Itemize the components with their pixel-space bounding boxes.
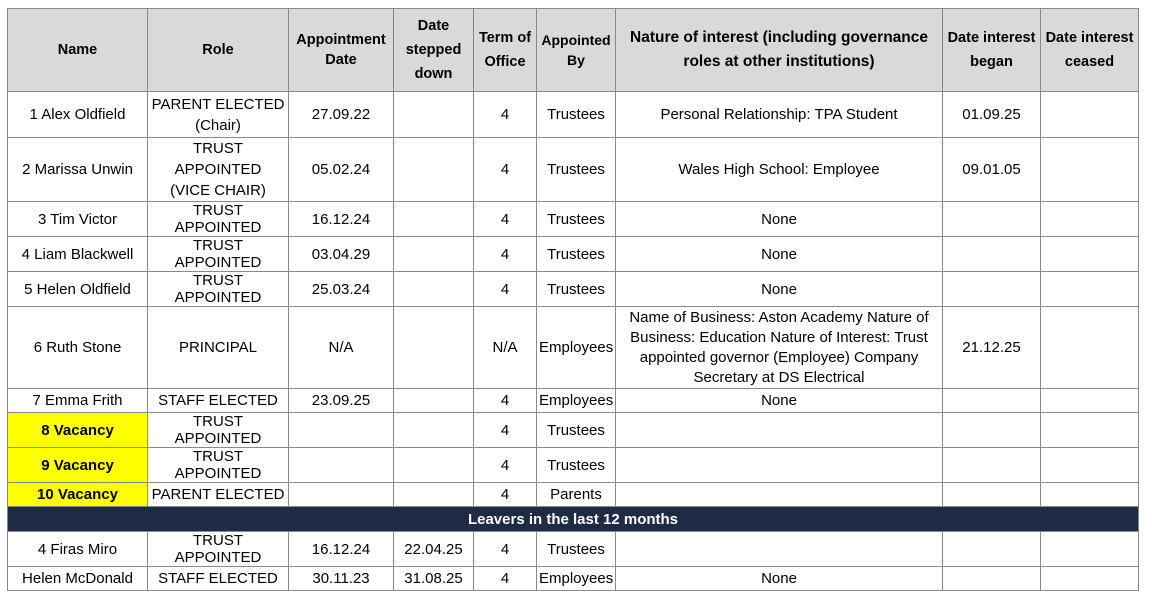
date-interest-ceased bbox=[1041, 389, 1139, 413]
appointment-date: 23.09.25 bbox=[289, 389, 394, 413]
date-interest-began bbox=[943, 202, 1041, 237]
table-row bbox=[8, 237, 1139, 272]
date-interest-began bbox=[943, 389, 1041, 413]
table-row bbox=[8, 92, 1139, 138]
col-nature-of-interest: Nature of interest (including governance roles at other institutions) bbox=[616, 9, 943, 92]
nature-of-interest: Name of Business: Aston Academy Nature of Business: Education Nature of Interest: Trust appointed governor (Employee) Company Secretary at DS Electrical bbox=[616, 307, 943, 389]
appointed-by: Trustees bbox=[537, 202, 616, 237]
date-interest-ceased bbox=[1041, 202, 1139, 237]
appointment-date: 30.11.23 bbox=[289, 567, 394, 591]
date-stepped-down bbox=[394, 483, 474, 507]
appointment-date bbox=[289, 448, 394, 483]
appointed-by: Employees bbox=[537, 567, 616, 591]
member-name: Helen McDonald bbox=[8, 567, 148, 591]
governance-register-table bbox=[7, 8, 1139, 591]
appointed-by: Trustees bbox=[537, 92, 616, 138]
term-of-office: N/A bbox=[474, 307, 537, 389]
header-row bbox=[8, 9, 1139, 92]
nature-of-interest: None bbox=[616, 202, 943, 237]
date-interest-began: 21.12.25 bbox=[943, 307, 1041, 389]
term-of-office: 4 bbox=[474, 532, 537, 567]
appointment-date: 05.02.24 bbox=[289, 138, 394, 202]
member-name: 5 Helen Oldfield bbox=[8, 272, 148, 307]
appointed-by: Trustees bbox=[537, 138, 616, 202]
date-stepped-down bbox=[394, 237, 474, 272]
appointed-by: Trustees bbox=[537, 272, 616, 307]
term-of-office: 4 bbox=[474, 483, 537, 507]
member-role: TRUST APPOINTED bbox=[148, 413, 289, 448]
nature-of-interest: Personal Relationship: TPA Student bbox=[616, 92, 943, 138]
member-name: 7 Emma Frith bbox=[8, 389, 148, 413]
col-appointed-by: Appointed By bbox=[537, 9, 616, 92]
term-of-office: 4 bbox=[474, 389, 537, 413]
date-interest-ceased bbox=[1041, 307, 1139, 389]
vacancy-name: 8 Vacancy bbox=[8, 413, 148, 448]
table-row bbox=[8, 567, 1139, 591]
member-role: STAFF ELECTED bbox=[148, 567, 289, 591]
member-name: 4 Firas Miro bbox=[8, 532, 148, 567]
col-date-interest-ceased: Date interest ceased bbox=[1041, 9, 1139, 92]
date-interest-began: 01.09.25 bbox=[943, 92, 1041, 138]
term-of-office: 4 bbox=[474, 272, 537, 307]
appointment-date bbox=[289, 413, 394, 448]
nature-of-interest: None bbox=[616, 272, 943, 307]
col-term-of-office: Term of Office bbox=[474, 9, 537, 92]
date-interest-began bbox=[943, 532, 1041, 567]
table-row bbox=[8, 389, 1139, 413]
term-of-office: 4 bbox=[474, 448, 537, 483]
role-line: (Chair) bbox=[195, 116, 241, 134]
date-interest-ceased bbox=[1041, 138, 1139, 202]
nature-of-interest bbox=[616, 448, 943, 483]
date-interest-ceased bbox=[1041, 483, 1139, 507]
member-role: TRUST APPOINTED bbox=[148, 532, 289, 567]
date-interest-began bbox=[943, 567, 1041, 591]
table-row bbox=[8, 307, 1139, 389]
date-stepped-down bbox=[394, 138, 474, 202]
term-of-office: 4 bbox=[474, 92, 537, 138]
date-interest-ceased bbox=[1041, 92, 1139, 138]
date-interest-ceased bbox=[1041, 237, 1139, 272]
date-stepped-down bbox=[394, 202, 474, 237]
term-of-office: 4 bbox=[474, 413, 537, 448]
nature-of-interest bbox=[616, 413, 943, 448]
member-name: 1 Alex Oldfield bbox=[8, 92, 148, 138]
date-stepped-down: 31.08.25 bbox=[394, 567, 474, 591]
date-interest-began bbox=[943, 237, 1041, 272]
appointed-by: Parents bbox=[537, 483, 616, 507]
member-name: 3 Tim Victor bbox=[8, 202, 148, 237]
col-date-interest-began: Date interest began bbox=[943, 9, 1041, 92]
appointment-date: 03.04.29 bbox=[289, 237, 394, 272]
member-role bbox=[148, 138, 289, 202]
appointed-by: Trustees bbox=[537, 237, 616, 272]
nature-of-interest: None bbox=[616, 389, 943, 413]
date-interest-ceased bbox=[1041, 567, 1139, 591]
table-row bbox=[8, 272, 1139, 307]
member-role: TRUST APPOINTED bbox=[148, 448, 289, 483]
member-role: TRUST APPOINTED bbox=[148, 237, 289, 272]
nature-of-interest: Wales High School: Employee bbox=[616, 138, 943, 202]
date-stepped-down bbox=[394, 448, 474, 483]
col-appointment-date: Appointment Date bbox=[289, 9, 394, 92]
term-of-office: 4 bbox=[474, 202, 537, 237]
member-name: 4 Liam Blackwell bbox=[8, 237, 148, 272]
member-role bbox=[148, 92, 289, 138]
member-role: PARENT ELECTED bbox=[148, 483, 289, 507]
table-row bbox=[8, 138, 1139, 202]
nature-of-interest: None bbox=[616, 567, 943, 591]
col-name: Name bbox=[8, 9, 148, 92]
role-line: PARENT ELECTED bbox=[151, 95, 285, 113]
appointment-date: 25.03.24 bbox=[289, 272, 394, 307]
appointment-date bbox=[289, 483, 394, 507]
appointed-by: Employees bbox=[537, 389, 616, 413]
member-role: TRUST APPOINTED bbox=[148, 272, 289, 307]
table-row bbox=[8, 202, 1139, 237]
appointment-date: 16.12.24 bbox=[289, 532, 394, 567]
date-interest-ceased bbox=[1041, 448, 1139, 483]
role-line: (VICE CHAIR) bbox=[170, 182, 266, 199]
date-stepped-down bbox=[394, 389, 474, 413]
date-interest-ceased bbox=[1041, 532, 1139, 567]
leavers-heading: Leavers in the last 12 months bbox=[8, 507, 1139, 532]
nature-of-interest bbox=[616, 532, 943, 567]
role-line: TRUST APPOINTED bbox=[174, 140, 262, 178]
date-stepped-down bbox=[394, 272, 474, 307]
member-role: PRINCIPAL bbox=[148, 307, 289, 389]
member-name: 2 Marissa Unwin bbox=[8, 138, 148, 202]
table-row bbox=[8, 413, 1139, 448]
date-stepped-down bbox=[394, 307, 474, 389]
vacancy-name: 9 Vacancy bbox=[8, 448, 148, 483]
date-stepped-down bbox=[394, 413, 474, 448]
appointment-date: N/A bbox=[289, 307, 394, 389]
member-name: 6 Ruth Stone bbox=[8, 307, 148, 389]
term-of-office: 4 bbox=[474, 567, 537, 591]
date-interest-began bbox=[943, 483, 1041, 507]
date-interest-began: 09.01.05 bbox=[943, 138, 1041, 202]
date-interest-ceased bbox=[1041, 272, 1139, 307]
member-role: TRUST APPOINTED bbox=[148, 202, 289, 237]
appointed-by: Employees bbox=[537, 307, 616, 389]
col-role: Role bbox=[148, 9, 289, 92]
member-role: STAFF ELECTED bbox=[148, 389, 289, 413]
date-interest-began bbox=[943, 448, 1041, 483]
appointed-by: Trustees bbox=[537, 532, 616, 567]
table-row bbox=[8, 532, 1139, 567]
appointed-by: Trustees bbox=[537, 448, 616, 483]
appointment-date: 16.12.24 bbox=[289, 202, 394, 237]
table-row bbox=[8, 483, 1139, 507]
date-stepped-down: 22.04.25 bbox=[394, 532, 474, 567]
leavers-section-row bbox=[8, 507, 1139, 532]
date-stepped-down bbox=[394, 92, 474, 138]
appointment-date: 27.09.22 bbox=[289, 92, 394, 138]
date-interest-began bbox=[943, 272, 1041, 307]
term-of-office: 4 bbox=[474, 138, 537, 202]
term-of-office: 4 bbox=[474, 237, 537, 272]
nature-of-interest: None bbox=[616, 237, 943, 272]
date-interest-ceased bbox=[1041, 413, 1139, 448]
col-date-stepped-down: Date stepped down bbox=[394, 9, 474, 92]
appointed-by: Trustees bbox=[537, 413, 616, 448]
nature-of-interest bbox=[616, 483, 943, 507]
table-row bbox=[8, 448, 1139, 483]
date-interest-began bbox=[943, 413, 1041, 448]
vacancy-name: 10 Vacancy bbox=[8, 483, 148, 507]
